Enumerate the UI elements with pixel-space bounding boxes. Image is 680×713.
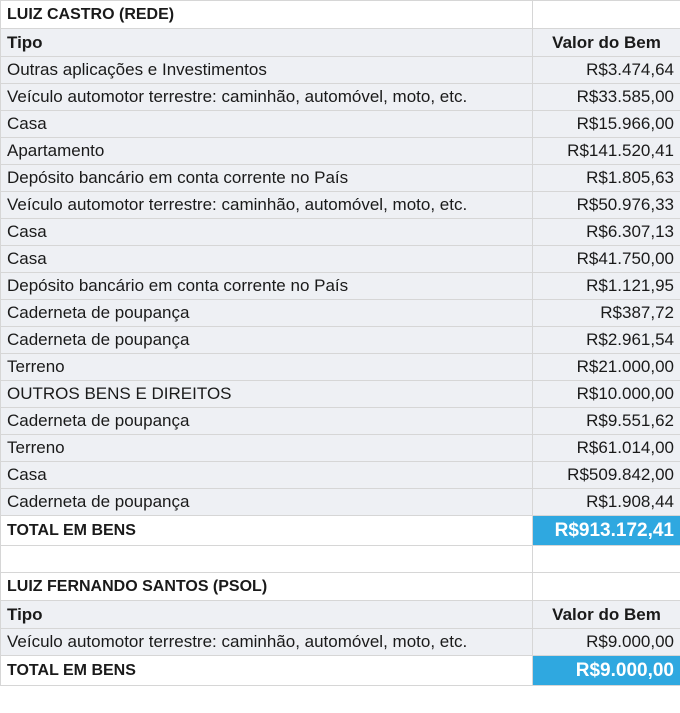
total-label[interactable]: TOTAL EM BENS	[1, 656, 533, 686]
asset-type-cell[interactable]: Caderneta de poupança	[1, 408, 533, 435]
asset-value-cell[interactable]: R$1.908,44	[533, 489, 680, 516]
empty-cell[interactable]	[533, 573, 680, 601]
table-row	[1, 111, 680, 138]
asset-type-cell[interactable]: Depósito bancário em conta corrente no País	[1, 165, 533, 192]
table-row	[1, 354, 680, 381]
total-row	[1, 656, 680, 686]
section1-footer	[1, 516, 680, 629]
asset-value-cell[interactable]: R$141.520,41	[533, 138, 680, 165]
section1-rows	[1, 57, 680, 516]
asset-type-cell[interactable]: Caderneta de poupança	[1, 300, 533, 327]
table-row	[1, 381, 680, 408]
table-row	[1, 327, 680, 354]
asset-type-cell[interactable]: Caderneta de poupança	[1, 489, 533, 516]
total-label[interactable]: TOTAL EM BENS	[1, 516, 533, 546]
asset-type-cell[interactable]: Casa	[1, 111, 533, 138]
total-value[interactable]: R$9.000,00	[533, 656, 680, 686]
asset-type-cell[interactable]: Terreno	[1, 354, 533, 381]
section2-footer	[1, 656, 680, 686]
asset-value-cell[interactable]: R$15.966,00	[533, 111, 680, 138]
asset-value-cell[interactable]: R$509.842,00	[533, 462, 680, 489]
asset-type-cell[interactable]: Terreno	[1, 435, 533, 462]
section2-rows	[1, 629, 680, 656]
total-row	[1, 516, 680, 546]
asset-value-cell[interactable]: R$6.307,13	[533, 219, 680, 246]
column-header-valor[interactable]: Valor do Bem	[533, 601, 680, 629]
asset-value-cell[interactable]: R$3.474,64	[533, 57, 680, 84]
table-row	[1, 435, 680, 462]
asset-type-cell[interactable]: Veículo automotor terrestre: caminhão, automóvel, moto, etc.	[1, 192, 533, 219]
asset-value-cell[interactable]: R$50.976,33	[533, 192, 680, 219]
table-row	[1, 300, 680, 327]
empty-cell[interactable]	[533, 546, 680, 573]
total-value[interactable]: R$913.172,41	[533, 516, 680, 546]
column-header-tipo[interactable]: Tipo	[1, 601, 533, 629]
asset-value-cell[interactable]: R$41.750,00	[533, 246, 680, 273]
table-row	[1, 192, 680, 219]
blank-row	[1, 546, 680, 573]
table-row	[1, 246, 680, 273]
candidate-name[interactable]: LUIZ FERNANDO SANTOS (PSOL)	[1, 573, 533, 601]
asset-value-cell[interactable]: R$387,72	[533, 300, 680, 327]
asset-type-cell[interactable]: Veículo automotor terrestre: caminhão, automóvel, moto, etc.	[1, 84, 533, 111]
table-row	[1, 219, 680, 246]
asset-type-cell[interactable]: Apartamento	[1, 138, 533, 165]
table-row	[1, 408, 680, 435]
empty-cell[interactable]	[533, 1, 680, 29]
asset-value-cell[interactable]: R$1.805,63	[533, 165, 680, 192]
table-row	[1, 84, 680, 111]
asset-value-cell[interactable]: R$2.961,54	[533, 327, 680, 354]
column-header-tipo[interactable]: Tipo	[1, 29, 533, 57]
column-header-valor[interactable]: Valor do Bem	[533, 29, 680, 57]
asset-type-cell[interactable]: Depósito bancário em conta corrente no País	[1, 273, 533, 300]
asset-type-cell[interactable]: Casa	[1, 462, 533, 489]
sheet-body	[1, 1, 680, 57]
header-row	[1, 601, 680, 629]
asset-type-cell[interactable]: Veículo automotor terrestre: caminhão, automóvel, moto, etc.	[1, 629, 533, 656]
candidate-name[interactable]: LUIZ CASTRO (REDE)	[1, 1, 533, 29]
asset-type-cell[interactable]: Caderneta de poupança	[1, 327, 533, 354]
asset-type-cell[interactable]: Casa	[1, 246, 533, 273]
asset-type-cell[interactable]: Outras aplicações e Investimentos	[1, 57, 533, 84]
asset-value-cell[interactable]: R$9.551,62	[533, 408, 680, 435]
candidate-title-row	[1, 573, 680, 601]
table-row	[1, 629, 680, 656]
asset-value-cell[interactable]: R$1.121,95	[533, 273, 680, 300]
table-row	[1, 462, 680, 489]
asset-value-cell[interactable]: R$10.000,00	[533, 381, 680, 408]
asset-value-cell[interactable]: R$33.585,00	[533, 84, 680, 111]
asset-value-cell[interactable]: R$61.014,00	[533, 435, 680, 462]
table-row	[1, 273, 680, 300]
table-row	[1, 138, 680, 165]
candidate-title-row	[1, 1, 680, 29]
asset-type-cell[interactable]: OUTROS BENS E DIREITOS	[1, 381, 533, 408]
table-row	[1, 57, 680, 84]
table-row	[1, 489, 680, 516]
table-row	[1, 165, 680, 192]
asset-type-cell[interactable]: Casa	[1, 219, 533, 246]
asset-value-cell[interactable]: R$21.000,00	[533, 354, 680, 381]
asset-value-cell[interactable]: R$9.000,00	[533, 629, 680, 656]
empty-cell[interactable]	[1, 546, 533, 573]
header-row	[1, 29, 680, 57]
